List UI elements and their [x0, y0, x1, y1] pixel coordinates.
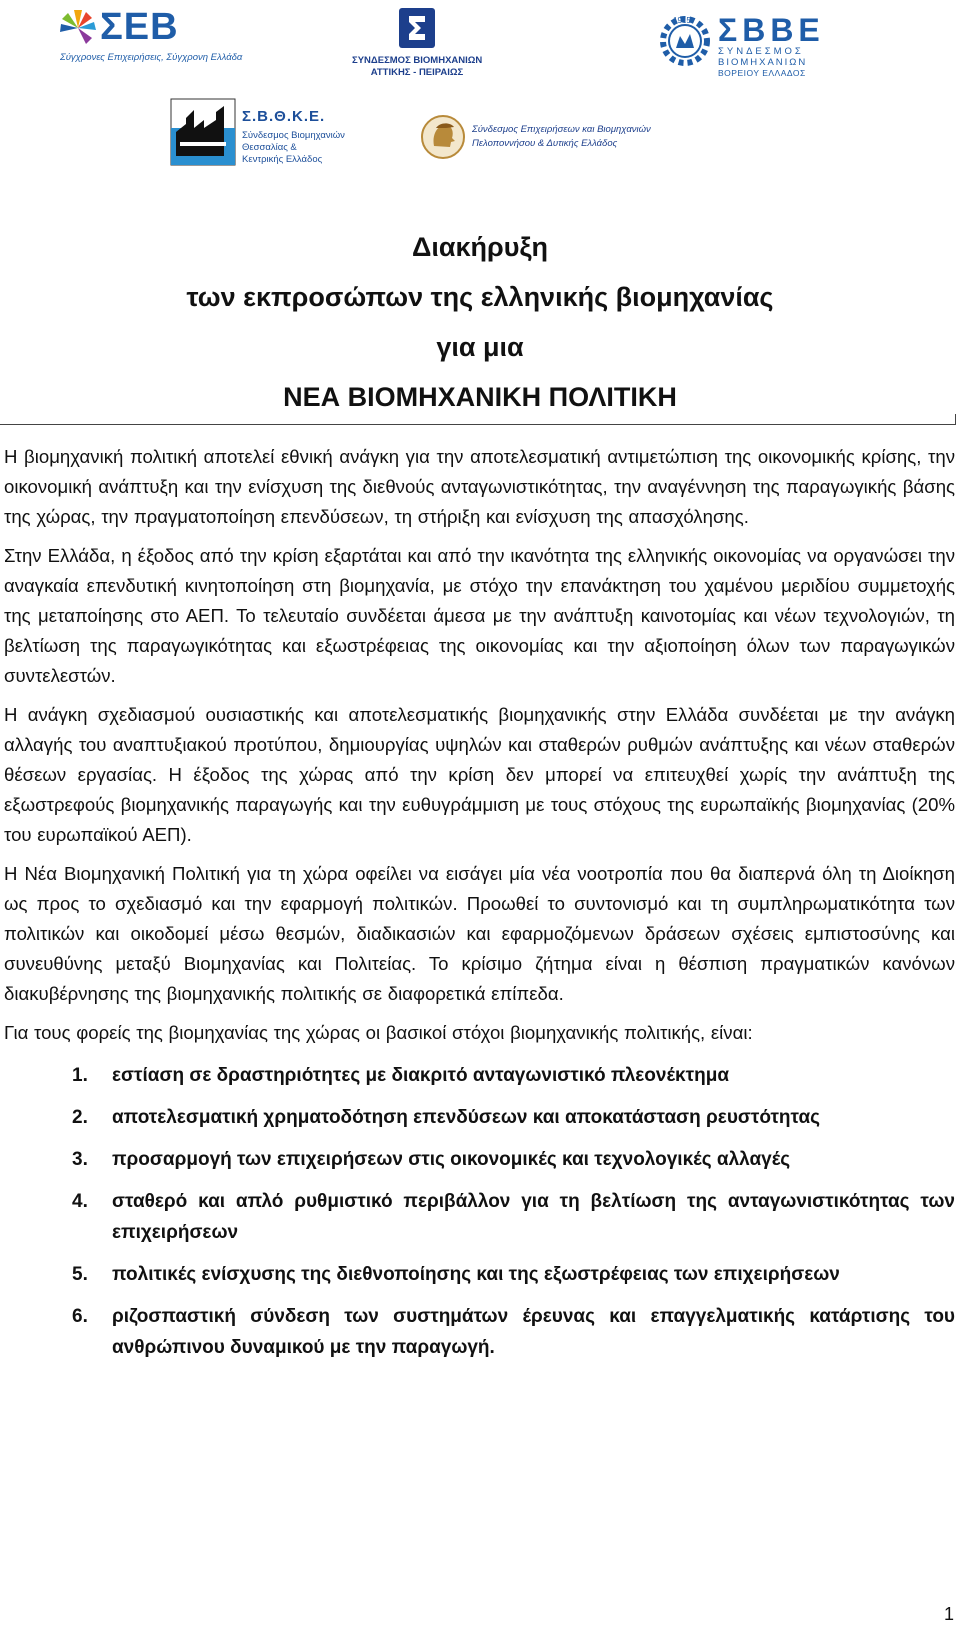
sepeloponnisou-line1: Σύνδεσμος Επιχειρήσεων και Βιομηχανιών: [472, 124, 651, 135]
sbbe-name: ΣΒΒΕ: [718, 12, 825, 48]
sbbe-line1: ΣΥΝΔΕΣΜΟΣ: [718, 46, 804, 57]
sbap-logo: [352, 6, 482, 76]
goal-number: 1.: [72, 1064, 88, 1086]
goal-item: [72, 1259, 955, 1290]
goal-item: [72, 1102, 955, 1133]
seb-name: ΣΕΒ: [100, 6, 179, 48]
goal-text: πολιτικές ενίσχυσης της διεθνοποίησης και της εξωστρέφειας των επιχειρήσεων: [112, 1263, 840, 1285]
goal-text: εστίαση σε δραστηριότητες με διακριτό ανταγωνιστικό πλεονέκτημα: [112, 1064, 730, 1086]
goal-number: 6.: [72, 1305, 88, 1327]
goal-text: ριζοσπαστική σύνδεση των συστημάτων έρευνας και επαγγελματικής κατάρτισης του ανθρώπινου δυναμικού με την παραγωγή.: [112, 1305, 955, 1358]
goals-list: [72, 1060, 955, 1363]
sbbe-year: 1915: [673, 16, 691, 25]
goal-number: 2.: [72, 1106, 88, 1128]
paragraph-4: Η Νέα Βιομηχανική Πολιτική για τη χώρα οφείλει να εισάγει μία νέα νοοτροπία που θα διαπερνά όλη τη Διοίκηση ως προς το σχεδιασμό και την εφαρμογή πολιτικών. Προωθεί το συντονισμό και τη συμπληρωματικότητα των πολιτικών και οικοδομεί μέσω θεσμών, διαδικασιών και εφαρμοζόμενων δράσεων σχέσεις εμπιστοσύνης και συνευθύνης μεταξύ Βιομηχανίας και Πολιτείας. Το κρίσιμο ζήτημα είναι η θέσπιση πραγματικών κανόνων διακυβέρνησης της βιομηχανικής πολιτικής σε διαφορετικά επίπεδα.: [4, 862, 955, 1005]
svthke-line1: Σύνδεσμος Βιομηχανιών: [242, 130, 345, 141]
document-title: [0, 222, 960, 422]
goal-text: προσαρμογή των επιχειρήσεων στις οικονομικές και τεχνολογικές αλλαγές: [112, 1148, 791, 1170]
svthke-logo: [170, 98, 360, 174]
seb-logo: [58, 6, 243, 64]
title-line-3: για μια: [436, 332, 524, 362]
sbap-line1: ΣΥΝΔΕΣΜΟΣ ΒΙΟΜΗΧΑΝΙΩΝ: [352, 55, 483, 66]
title-line-2: των εκπροσώπων της ελληνικής βιομηχανίας: [186, 282, 774, 312]
goal-number: 5.: [72, 1263, 88, 1285]
document-body: [4, 442, 955, 1363]
svthke-name: Σ.Β.Θ.Κ.Ε.: [242, 108, 326, 125]
title-line-1: Διακήρυξη: [412, 232, 548, 262]
sepeloponnisou-line2: Πελοποννήσου & Δυτικής Ελλάδος: [472, 138, 618, 149]
seb-tagline: Σύγχρονες Επιχειρήσεις, Σύγχρονη Ελλάδα: [60, 52, 243, 63]
svthke-line2: Θεσσαλίας &: [242, 142, 297, 153]
goal-item: [72, 1060, 955, 1091]
sbap-line2: ΑΤΤΙΚΗΣ - ΠΕΙΡΑΙΩΣ: [370, 67, 464, 78]
paragraph-2: Στην Ελλάδα, η έξοδος από την κρίση εξαρτάται και από την ικανότητα της ελληνικής οικονομίας να οργανώσει την αναγκαία επενδυτική κινητοποίηση στη βιομηχανία, με στόχο την επανάκτηση του χαμένου μεριδίου συμμετοχής της μεταποίησης στο ΑΕΠ. Το τελευταίο συνδέεται άμεσα με την ανάπτυξη καινοτομίας και νέων τεχνολογιών, τη βελτίωση της παραγωγικότητας και εξωστρέφειας της οικονομίας και την αξιοποίηση όλων των παραγωγικών συντελεστών.: [4, 544, 955, 687]
goal-text: αποτελεσματική χρηματοδότηση επενδύσεων και αποκατάσταση ρευστότητας: [112, 1106, 821, 1128]
paragraph-5: Για τους φορείς της βιομηχανίας της χώρας οι βασικοί στόχοι βιομηχανικής πολιτικής, είναι:: [4, 1021, 753, 1043]
sepeloponnisou-head-icon: [420, 114, 466, 160]
seb-starburst-icon: [58, 8, 98, 48]
paragraph-1: Η βιομηχανική πολιτική αποτελεί εθνική ανάγκη για την αποτελεσματική αντιμετώπιση της οικονομικής κρίσης, την οικονομική ανάπτυξη και την ενίσχυση της διεθνούς ανταγωνιστικότητας, την αναγέννηση της παραγωγικής βάσης της χώρας, την πραγματοποίηση επενδύσεων, τη στήριξη και ενίσχυση της απασχόλησης.: [4, 446, 955, 528]
sbbe-logo: [656, 12, 825, 78]
goal-item: [72, 1186, 955, 1248]
goal-number: 4.: [72, 1190, 88, 1212]
sbbe-line3: ΒΟΡΕΙΟΥ ΕΛΛΑΔΟΣ: [718, 68, 806, 78]
title-divider-tick: [955, 414, 956, 424]
title-line-4: ΝΕΑ ΒΙΟΜΗΧΑΝΙΚΗ ΠΟΛΙΤΙΚΗ: [283, 382, 677, 412]
page-number: 1: [943, 1604, 954, 1624]
goal-item: [72, 1144, 955, 1175]
goal-item: [72, 1301, 955, 1363]
paragraph-3: Η ανάγκη σχεδιασμού ουσιαστικής και αποτελεσματικής βιομηχανικής στην Ελλάδα συνδέεται με την ανάγκη αλλαγής του αναπτυξιακού προτύπου, δημιουργίας υψηλών και σταθερών ρυθμών ανάπτυξης και νέων σταθερών θέσεων εργασίας. Η έξοδος της χώρας από την κρίση δεν μπορεί να επιτευχθεί χωρίς την ανάπτυξη της εξωστρεφούς βιομηχανικής παραγωγής και την ευθυγράμμιση με τους στόχους της ευρωπαϊκής βιομηχανίας (20% του ευρωπαϊκού ΑΕΠ).: [4, 703, 955, 846]
title-divider: [0, 424, 956, 425]
goal-number: 3.: [72, 1148, 88, 1170]
sepeloponnisou-logo: [420, 114, 650, 166]
sbbe-line2: ΒΙΟΜΗΧΑΝΙΩΝ: [718, 57, 808, 68]
sbap-emblem-icon: [397, 6, 437, 50]
svthke-factory-icon: [170, 98, 236, 166]
svthke-line3: Κεντρικής Ελλάδος: [242, 154, 323, 165]
goal-text: σταθερό και απλό ρυθμιστικό περιβάλλον για τη βελτίωση της ανταγωνιστικότητας των επιχειρήσεων: [112, 1190, 955, 1243]
